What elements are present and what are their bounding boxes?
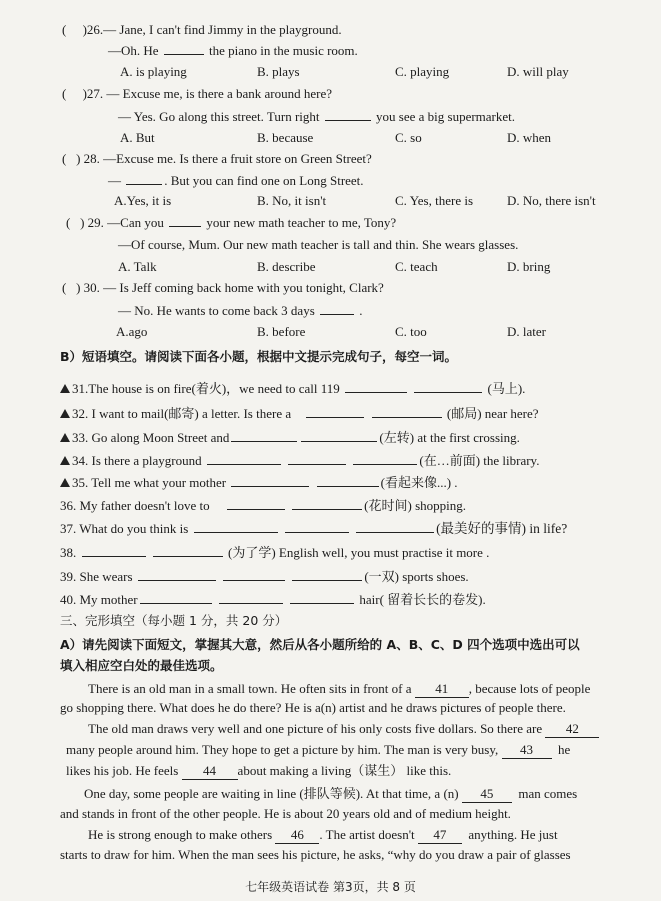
answer-blank[interactable] [169, 214, 201, 227]
fill-text: 38. [60, 545, 77, 560]
question-29-reply [118, 237, 518, 253]
question-stem: — Jane, I can't find Jimmy in the playground. [103, 22, 342, 37]
passage-text: One day, some people are waiting in line (排队等候). At that time, a (n) [84, 786, 459, 801]
reply-text: —Of course, Mum. Our new math teacher is tall and thin. She wears glasses. [118, 237, 519, 252]
answer-blank[interactable] [353, 452, 417, 465]
fill-39 [60, 568, 469, 585]
option-b[interactable]: B. because [257, 130, 314, 145]
fill-31 [60, 380, 525, 397]
answer-blank[interactable] [345, 380, 407, 393]
answer-blank[interactable] [292, 497, 362, 510]
blank-47[interactable]: 47 [418, 827, 462, 844]
fill-38 [60, 544, 489, 561]
fill-text: 35. Tell me what your mother [72, 475, 227, 490]
option-d[interactable]: D. later [507, 324, 546, 339]
blank-44[interactable]: 44 [182, 763, 238, 780]
passage-line [66, 742, 570, 759]
blank-43[interactable]: 43 [502, 742, 552, 759]
fill-hint: (邮局) near here? [446, 406, 539, 421]
question-number: 27 [86, 86, 100, 101]
answer-blank[interactable] [301, 429, 377, 442]
answer-blank[interactable] [223, 568, 285, 581]
passage-line [88, 721, 599, 738]
answer-blank[interactable] [207, 452, 281, 465]
answer-blank[interactable] [285, 520, 349, 533]
question-stem: your new math teacher to me, Tony? [206, 215, 397, 230]
passage-line [66, 763, 451, 780]
triangle-icon [60, 409, 70, 418]
fill-40 [60, 591, 486, 608]
passage-line [88, 681, 590, 698]
passage-text: about making a living（谋生） like this. [237, 763, 452, 778]
section-b-title: B）短语填空。请阅读下面各小题，根据中文提示完成句子，每空一词。 [60, 349, 458, 364]
question-26-reply [108, 42, 358, 59]
section-a-instruction-2: 填入相应空白处的最佳选项。 [60, 658, 223, 673]
question-stem: —Excuse me. Is there a fruit store on Green Street? [103, 151, 372, 166]
option-d[interactable]: D. will play [507, 64, 569, 79]
fill-hint: (看起来像...) . [380, 475, 458, 490]
reply-text: — [108, 173, 121, 188]
fill-hint: (马上). [487, 381, 526, 396]
passage-text: he [558, 742, 571, 757]
answer-blank[interactable] [306, 405, 364, 418]
question-stem: — Is Jeff coming back home with you tonight, Clark? [103, 280, 384, 295]
option-a[interactable]: A. Talk [118, 259, 157, 274]
blank-42[interactable]: 42 [545, 721, 599, 738]
section-a-instruction-1: A）请先阅读下面短文，掌握其大意，然后从各小题所给的 A、B、C、D 四个选项中选出可以 [60, 637, 580, 652]
triangle-icon [60, 384, 70, 393]
reply-text: . [359, 303, 363, 318]
page-footer: 七年级英语试卷 第3页，共 8 页 [245, 880, 416, 894]
answer-blank[interactable] [356, 520, 434, 533]
option-a[interactable]: A.Yes, it is [114, 193, 172, 208]
fill-hint: hair( 留着长长的卷发). [359, 592, 486, 607]
passage-line [60, 700, 566, 716]
answer-blank[interactable] [292, 568, 362, 581]
fill-text: 37. What do you think is [60, 521, 189, 536]
option-a[interactable]: A. But [120, 130, 155, 145]
passage-text: He is strong enough to make others [88, 827, 273, 842]
passage-text: starts to draw for him. When the man sees his picture, he asks, “why do you draw a pair of glasses [60, 847, 571, 862]
passage-text: many people around him. They hope to get a picture by him. The man is very busy, [66, 742, 499, 757]
triangle-icon [60, 456, 70, 465]
fill-hint: (左转) at the first crossing. [379, 430, 520, 445]
answer-blank[interactable] [194, 520, 278, 533]
passage-text: likes his job. He feels [66, 763, 179, 778]
passage-text: There is an old man in a small town. He often sits in front of a [88, 681, 412, 696]
option-b[interactable]: B. describe [257, 259, 316, 274]
passage-line [60, 806, 511, 822]
answer-blank[interactable] [320, 302, 354, 315]
question-26: ( )26.— Jane, I can't find Jimmy in the playground. [62, 22, 342, 37]
option-d[interactable]: D. when [507, 130, 552, 145]
option-c[interactable]: C. Yes, there is [395, 193, 474, 208]
fill-hint: (最美好的事情) in life? [436, 521, 568, 536]
answer-blank[interactable] [414, 380, 482, 393]
reply-text: — No. He wants to come back 3 days [118, 303, 315, 318]
fill-text: 31.The house is on fire(着火)，we need to call 119 [72, 381, 340, 396]
fill-text: 40. My mother [60, 592, 138, 607]
option-d[interactable]: D. bring [507, 259, 551, 274]
fill-hint: (在…前面) the library. [419, 453, 540, 468]
answer-blank[interactable] [138, 568, 216, 581]
fill-text: 36. My father doesn't love to [60, 498, 210, 513]
passage-line [60, 847, 571, 863]
option-c[interactable]: C. too [395, 324, 427, 339]
fill-37 [60, 520, 567, 537]
fill-hint: (花时间) shopping. [364, 498, 466, 513]
answer-blank[interactable] [153, 544, 223, 557]
fill-text: 34. Is there a playground [72, 453, 202, 468]
answer-blank[interactable] [288, 452, 346, 465]
answer-blank[interactable] [140, 591, 212, 604]
option-c[interactable]: C. so [395, 130, 422, 145]
answer-blank[interactable] [82, 544, 146, 557]
fill-text: 32. I want to mail(邮寄) a letter. Is there a [72, 406, 292, 421]
passage-text: and stands in front of the other people. He is about 20 years old and of medium height. [60, 806, 511, 821]
answer-blank[interactable] [219, 591, 283, 604]
question-27: ( )27. — Excuse me, is there a bank around here? [62, 86, 333, 101]
answer-blank[interactable] [164, 42, 204, 55]
question-30: ( ) 30. — Is Jeff coming back home with you tonight, Clark? [62, 280, 384, 295]
passage-text: , because lots of people [468, 681, 591, 696]
option-b[interactable]: B. plays [257, 64, 300, 79]
question-number: 26 [86, 22, 100, 37]
fill-35 [60, 474, 458, 491]
option-b[interactable]: B. No, it isn't [257, 193, 327, 208]
passage-text: go shopping there. What does he do there? He is a(n) artist and he draws pictures of people there. [60, 700, 566, 715]
passage-text: . The artist doesn't [319, 827, 415, 842]
question-28-reply [108, 172, 364, 189]
answer-blank[interactable] [126, 172, 162, 185]
fill-text: 39. She wears [60, 569, 133, 584]
question-stem: —Can you [107, 215, 164, 230]
fill-hint: (一双) sports shoes. [364, 569, 469, 584]
reply-text: —Oh. He [108, 43, 159, 58]
option-b[interactable]: B. before [257, 324, 306, 339]
option-a[interactable]: A. is playing [120, 64, 187, 79]
question-28: ( ) 28. —Excuse me. Is there a fruit store on Green Street? [62, 151, 372, 166]
fill-text: 33. Go along Moon Street and [72, 430, 230, 445]
reply-text: . But you can find one on Long Street. [164, 173, 364, 188]
section-3-title: 三、完形填空（每小题 1 分，共 20 分） [60, 613, 288, 628]
answer-blank[interactable] [325, 108, 371, 121]
passage-text: anything. He just [468, 827, 558, 842]
reply-text: the piano in the music room. [209, 43, 358, 58]
fill-hint: (为了学) English well, you must practise it more . [228, 545, 490, 560]
option-c[interactable]: C. playing [395, 64, 450, 79]
answer-blank[interactable] [231, 474, 309, 487]
answer-blank[interactable] [231, 429, 297, 442]
option-c[interactable]: C. teach [395, 259, 438, 274]
passage-line [88, 827, 558, 844]
question-stem: — Excuse me, is there a bank around here? [106, 86, 333, 101]
fill-32 [60, 405, 539, 422]
fill-34 [60, 452, 539, 469]
answer-blank[interactable] [317, 474, 379, 487]
question-number: 28 [83, 151, 97, 166]
answer-blank[interactable] [227, 497, 285, 510]
passage-line [84, 786, 577, 803]
fill-36 [60, 497, 466, 514]
question-number: 30 [83, 280, 97, 295]
triangle-icon [60, 478, 70, 487]
reply-text: you see a big supermarket. [376, 109, 516, 124]
fill-33 [60, 429, 520, 446]
option-a[interactable]: A.ago [116, 324, 148, 339]
triangle-icon [60, 433, 70, 442]
reply-text: — Yes. Go along this street. Turn right [118, 109, 320, 124]
answer-blank[interactable] [372, 405, 442, 418]
passage-text: The old man draws very well and one picture of his only costs five dollars. So there are [88, 721, 543, 736]
blank-46[interactable]: 46 [275, 827, 319, 844]
question-30-reply [118, 302, 363, 319]
option-d[interactable]: D. No, there isn't [507, 193, 596, 208]
question-27-reply [118, 108, 515, 125]
passage-text: man comes [518, 786, 578, 801]
question-number: 29 [87, 215, 101, 230]
blank-45[interactable]: 45 [462, 786, 512, 803]
blank-41[interactable]: 41 [415, 681, 469, 698]
question-29: ( ) 29. —Can you your new math teacher to me, Tony? [66, 215, 397, 230]
answer-blank[interactable] [290, 591, 354, 604]
